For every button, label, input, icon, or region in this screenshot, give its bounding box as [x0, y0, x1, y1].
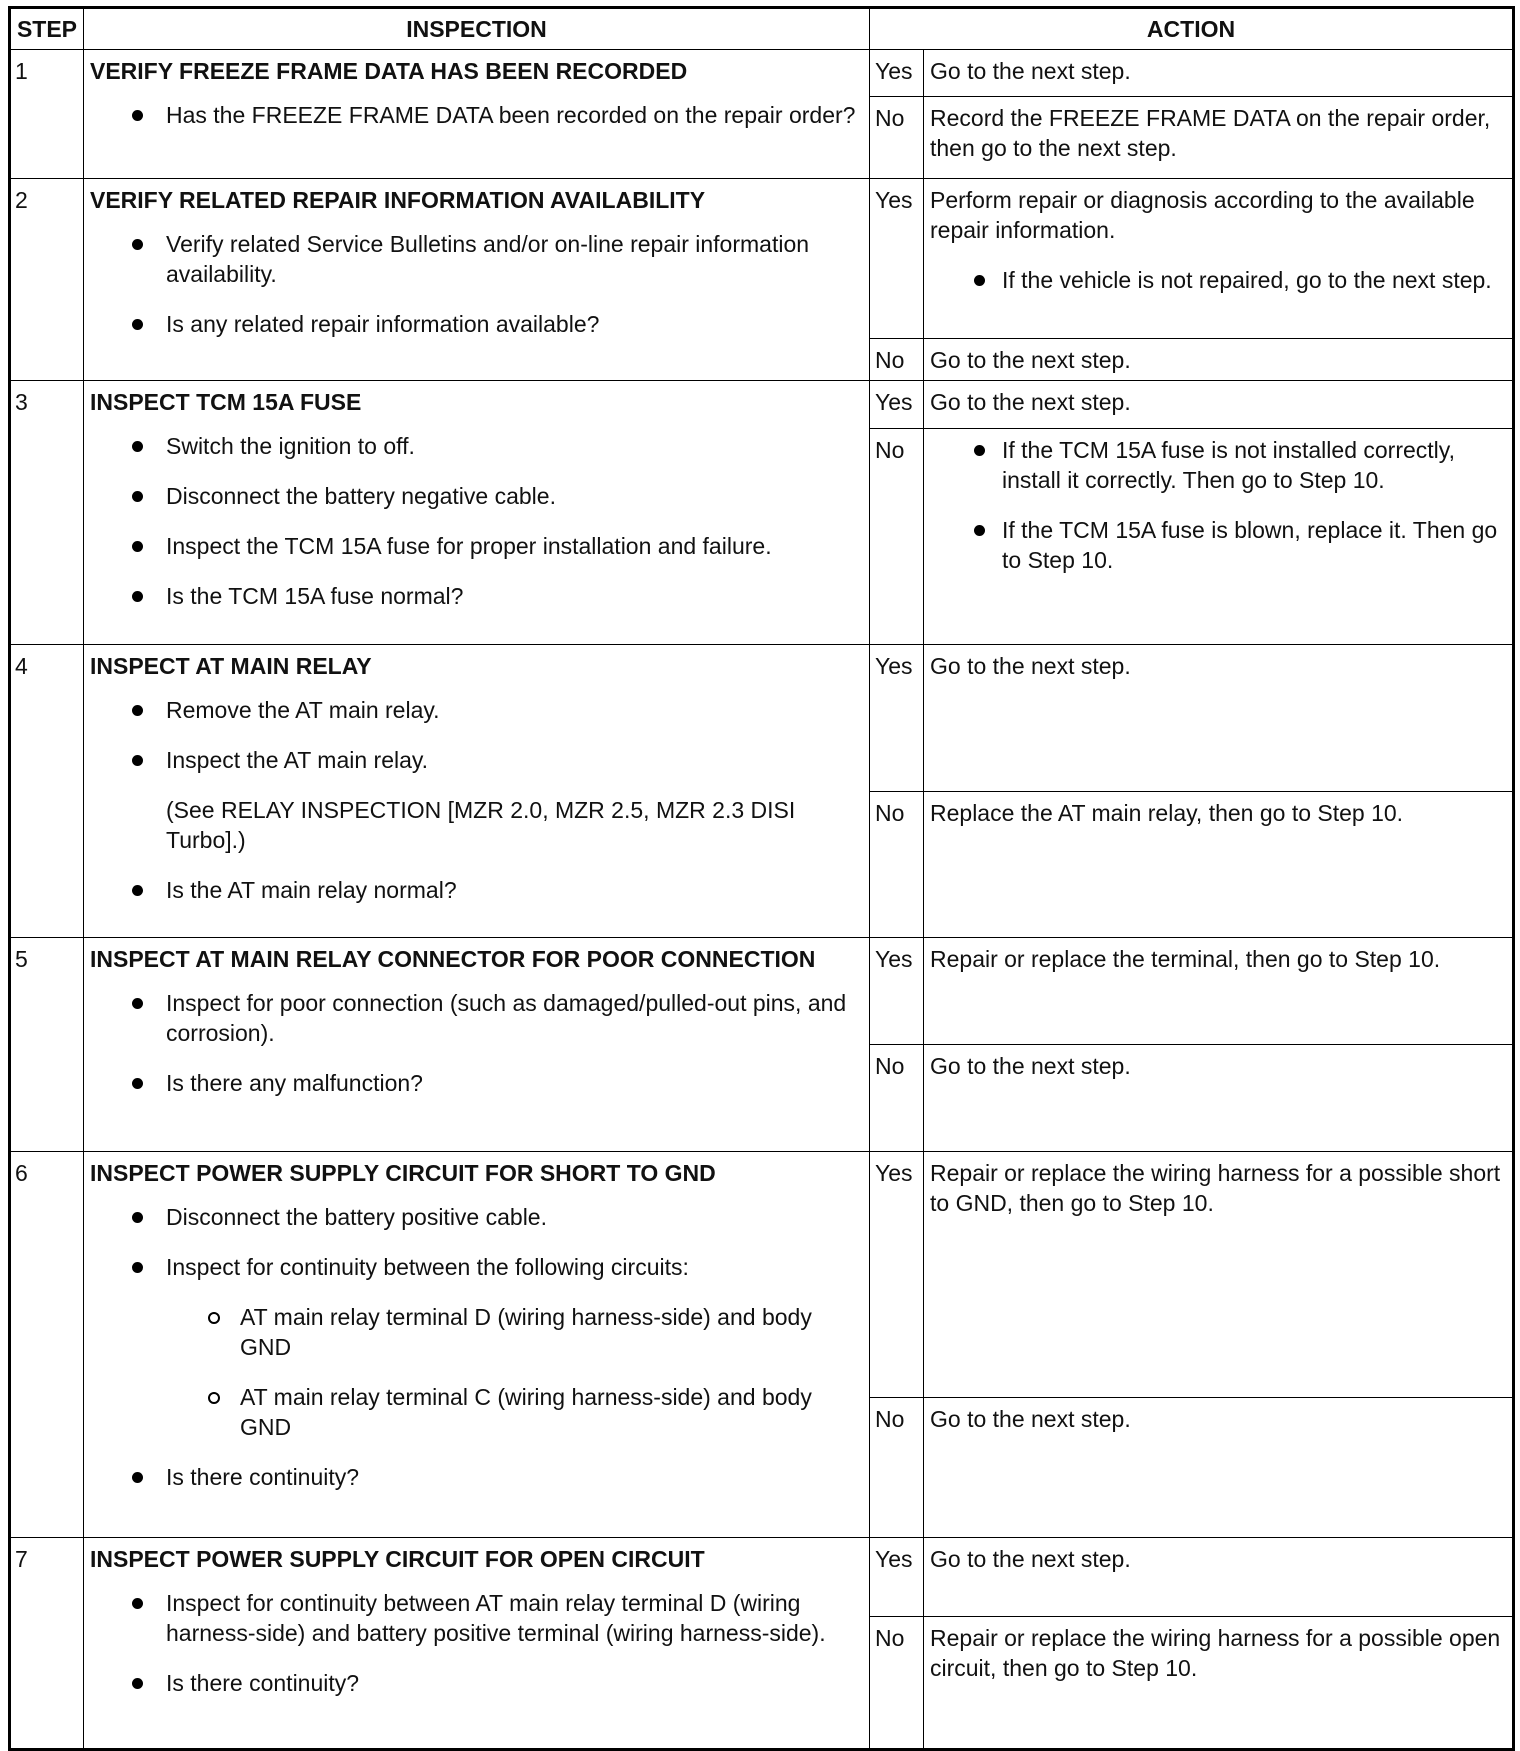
diagnostic-table [8, 6, 1515, 1751]
action-column-header: ACTION [870, 8, 1514, 50]
inspection-sub-bullet: AT main relay terminal C (wiring harness-side) and body GND [90, 1382, 861, 1442]
yes-label: Yes [870, 645, 924, 792]
inspection-bullet: Disconnect the battery negative cable. [90, 481, 861, 511]
inspection-bullet: Inspect for continuity between the following circuits: [90, 1252, 861, 1282]
step-7-row [10, 1538, 1514, 1617]
no-label: No [870, 339, 924, 381]
inspection-title: INSPECT POWER SUPPLY CIRCUIT FOR OPEN CIRCUIT [90, 1546, 705, 1572]
inspection-cell [84, 938, 870, 1152]
inspection-bullet: Is the TCM 15A fuse normal? [90, 581, 861, 611]
no-label: No [870, 429, 924, 645]
yes-label: Yes [870, 1152, 924, 1398]
yes-action: Perform repair or diagnosis according to the available repair information. [930, 187, 1475, 243]
inspection-bullet: Inspect for continuity between AT main relay terminal D (wiring harness-side) and battery positive terminal (wiring harness-side). [90, 1588, 861, 1648]
no-action: Repair or replace the wiring harness for a possible open circuit, then go to Step 10. [924, 1617, 1514, 1750]
yes-action: Repair or replace the wiring harness for a possible short to GND, then go to Step 10. [924, 1152, 1514, 1398]
yes-label: Yes [870, 179, 924, 339]
no-action: Go to the next step. [924, 1045, 1514, 1152]
inspection-cell [84, 1538, 870, 1750]
yes-label: Yes [870, 50, 924, 97]
inspection-bullet: Is any related repair information available? [90, 309, 861, 339]
inspection-title: VERIFY FREEZE FRAME DATA HAS BEEN RECORDED [90, 58, 688, 84]
inspection-bullet: Inspect for poor connection (such as damaged/pulled-out pins, and corrosion). [90, 988, 861, 1048]
inspection-sub-bullet: AT main relay terminal D (wiring harness-side) and body GND [90, 1302, 861, 1362]
action-bullet: If the TCM 15A fuse is blown, replace it. Then go to Step 10. [930, 515, 1504, 575]
yes-action: Go to the next step. [924, 381, 1514, 429]
no-action: Replace the AT main relay, then go to Step 10. [924, 792, 1514, 938]
inspection-title: INSPECT TCM 15A FUSE [90, 389, 362, 415]
inspection-bullet: Switch the ignition to off. [90, 431, 861, 461]
step-number: 6 [10, 1152, 84, 1538]
table-header-row [10, 8, 1514, 50]
inspection-cell [84, 1152, 870, 1538]
inspection-bullet: Inspect the AT main relay. [90, 745, 861, 775]
step-4-row [10, 645, 1514, 792]
step-6-row [10, 1152, 1514, 1398]
inspection-bullet: Inspect the TCM 15A fuse for proper installation and failure. [90, 531, 861, 561]
yes-action: Repair or replace the terminal, then go to Step 10. [924, 938, 1514, 1045]
yes-label: Yes [870, 381, 924, 429]
inspection-column-header: INSPECTION [84, 8, 870, 50]
inspection-title: INSPECT POWER SUPPLY CIRCUIT FOR SHORT TO GND [90, 1160, 716, 1186]
inspection-bullet: Disconnect the battery positive cable. [90, 1202, 861, 1232]
no-label: No [870, 1617, 924, 1750]
inspection-note: (See RELAY INSPECTION [MZR 2.0, MZR 2.5, MZR 2.3 DISI Turbo].) [166, 797, 796, 853]
no-label: No [870, 1045, 924, 1152]
step-number: 5 [10, 938, 84, 1152]
inspection-bullet: Remove the AT main relay. [90, 695, 861, 725]
no-action-cell [924, 429, 1514, 645]
inspection-cell [84, 179, 870, 381]
no-action: Record the FREEZE FRAME DATA on the repair order, then go to the next step. [924, 97, 1514, 179]
no-label: No [870, 792, 924, 938]
yes-action: Go to the next step. [924, 50, 1514, 97]
inspection-title: VERIFY RELATED REPAIR INFORMATION AVAILABILITY [90, 187, 706, 213]
step-2-row [10, 179, 1514, 339]
no-label: No [870, 1398, 924, 1538]
inspection-cell [84, 645, 870, 938]
inspection-title: INSPECT AT MAIN RELAY CONNECTOR FOR POOR CONNECTION [90, 946, 816, 972]
no-action: Go to the next step. [924, 1398, 1514, 1538]
step-number: 2 [10, 179, 84, 381]
step-1-row [10, 50, 1514, 97]
no-label: No [870, 97, 924, 179]
diagnostic-procedure-document [8, 6, 1512, 1751]
yes-action: Go to the next step. [924, 645, 1514, 792]
action-bullet: If the vehicle is not repaired, go to the next step. [930, 265, 1504, 295]
inspection-bullet: Is there continuity? [90, 1462, 861, 1492]
inspection-cell [84, 50, 870, 179]
step-3-row [10, 381, 1514, 429]
yes-action: Go to the next step. [924, 1538, 1514, 1617]
yes-label: Yes [870, 1538, 924, 1617]
step-number: 7 [10, 1538, 84, 1750]
inspection-cell [84, 381, 870, 645]
step-number: 3 [10, 381, 84, 645]
step-number: 1 [10, 50, 84, 179]
inspection-bullet: Has the FREEZE FRAME DATA been recorded on the repair order? [90, 100, 861, 130]
inspection-title: INSPECT AT MAIN RELAY [90, 653, 372, 679]
step-5-row [10, 938, 1514, 1045]
yes-action-cell [924, 179, 1514, 339]
inspection-bullet: Is there any malfunction? [90, 1068, 861, 1098]
step-column-header: STEP [10, 8, 84, 50]
step-number: 4 [10, 645, 84, 938]
inspection-bullet: Is there continuity? [90, 1668, 861, 1698]
inspection-bullet: Verify related Service Bulletins and/or on-line repair information availability. [90, 229, 861, 289]
yes-label: Yes [870, 938, 924, 1045]
action-bullet: If the TCM 15A fuse is not installed correctly, install it correctly. Then go to Step 10. [930, 435, 1504, 495]
inspection-bullet: Is the AT main relay normal? [90, 875, 861, 905]
no-action: Go to the next step. [924, 339, 1514, 381]
